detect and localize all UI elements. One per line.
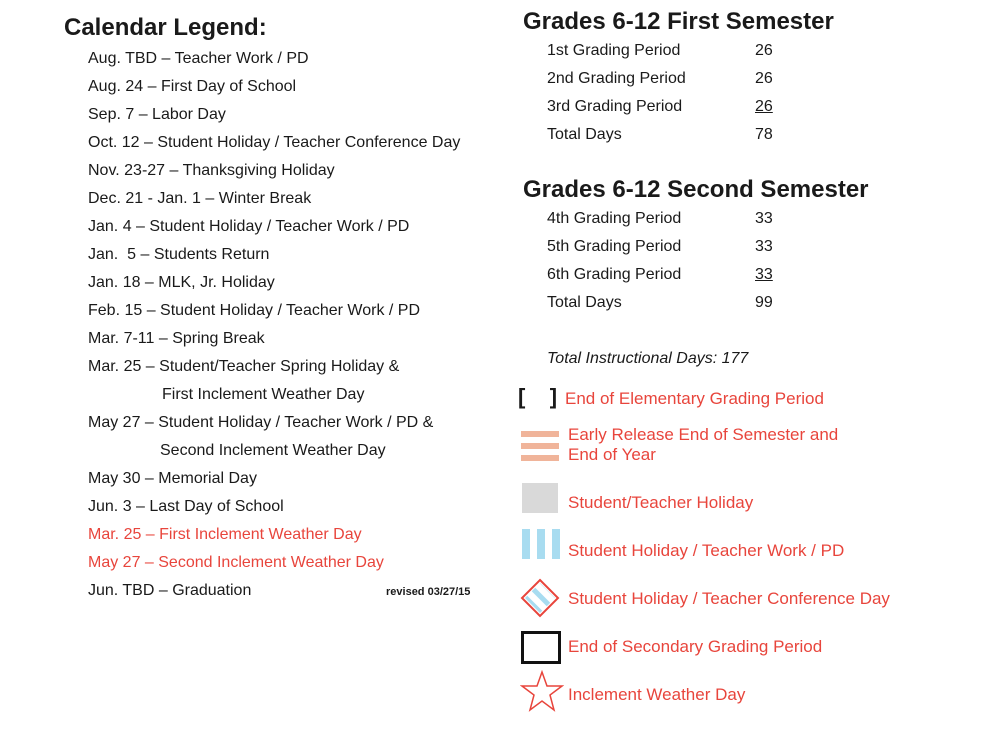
grading-period-days: 26 <box>755 70 773 87</box>
total-days-value: 78 <box>755 126 773 143</box>
legend-item: Oct. 12 – Student Holiday / Teacher Conference Day <box>88 134 461 151</box>
bracket-icon: [ ] <box>518 384 558 409</box>
legend-item: Mar. 7-11 – Spring Break <box>88 330 265 347</box>
legend-item: Aug. TBD – Teacher Work / PD <box>88 50 309 67</box>
legend-item: Aug. 24 – First Day of School <box>88 78 297 95</box>
black-box-icon <box>521 631 561 664</box>
legend-item: Jan. 5 – Students Return <box>88 246 270 263</box>
legend-item: Jan. 18 – MLK, Jr. Holiday <box>88 274 275 291</box>
grading-period-label: 2nd Grading Period <box>547 70 686 87</box>
legend-item: Jun. TBD – Graduation <box>88 582 252 599</box>
grading-period-label: 6th Grading Period <box>547 266 682 283</box>
legend-item: May 27 – Student Holiday / Teacher Work / PD & <box>88 414 434 431</box>
grading-period-days: 33 <box>755 266 773 283</box>
legend-item-continuation: Second Inclement Weather Day <box>160 442 386 459</box>
key-label-early-release-line2: End of Year <box>568 445 656 464</box>
grading-period-days: 26 <box>755 42 773 59</box>
key-label-secondary-grading: End of Secondary Grading Period <box>568 637 823 656</box>
star-icon <box>520 670 564 714</box>
legend-item: Dec. 21 - Jan. 1 – Winter Break <box>88 190 312 207</box>
legend-item: Jan. 4 – Student Holiday / Teacher Work / PD <box>88 218 410 235</box>
grading-period-label: 4th Grading Period <box>547 210 682 227</box>
legend-item: Mar. 25 – Student/Teacher Spring Holiday & <box>88 358 400 375</box>
total-days-label: Total Days <box>547 294 622 311</box>
key-label-student-teacher-holiday: Student/Teacher Holiday <box>568 493 754 512</box>
legend-item: Jun. 3 – Last Day of School <box>88 498 284 515</box>
key-label-elementary-grading: End of Elementary Grading Period <box>565 389 824 408</box>
gray-square-icon <box>522 483 558 513</box>
key-label-inclement-weather: Inclement Weather Day <box>568 685 746 704</box>
legend-item: Nov. 23-27 – Thanksgiving Holiday <box>88 162 335 179</box>
legend-item-continuation: First Inclement Weather Day <box>162 386 365 403</box>
striped-bar-icon <box>521 431 559 461</box>
grading-period-label: 3rd Grading Period <box>547 98 683 115</box>
key-label-early-release: Early Release End of Semester and <box>568 425 839 444</box>
legend-item: Feb. 15 – Student Holiday / Teacher Work / PD <box>88 302 421 319</box>
grading-period-label: 1st Grading Period <box>547 42 681 59</box>
legend-item: Sep. 7 – Labor Day <box>88 106 226 123</box>
key-label-conference-day: Student Holiday / Teacher Conference Day <box>568 589 890 608</box>
total-days-label: Total Days <box>547 126 622 143</box>
legend-item-inclement: May 27 – Second Inclement Weather Day <box>88 554 384 571</box>
first-semester-title: Grades 6-12 First Semester <box>523 8 834 35</box>
total-days-value: 99 <box>755 294 773 311</box>
grading-period-days: 33 <box>755 210 773 227</box>
legend-title: Calendar Legend: <box>64 14 267 41</box>
blue-stripes-icon <box>522 529 560 559</box>
grading-period-label: 5th Grading Period <box>547 238 682 255</box>
diamond-icon <box>520 578 560 618</box>
grading-period-days: 33 <box>755 238 773 255</box>
revised-note: revised 03/27/15 <box>386 586 471 598</box>
grading-period-days: 26 <box>755 98 773 115</box>
legend-item-inclement: Mar. 25 – First Inclement Weather Day <box>88 526 362 543</box>
legend-item: May 30 – Memorial Day <box>88 470 257 487</box>
key-label-teacher-work: Student Holiday / Teacher Work / PD <box>568 541 845 560</box>
second-semester-title: Grades 6-12 Second Semester <box>523 176 869 203</box>
total-instructional-days: Total Instructional Days: 177 <box>547 350 749 367</box>
